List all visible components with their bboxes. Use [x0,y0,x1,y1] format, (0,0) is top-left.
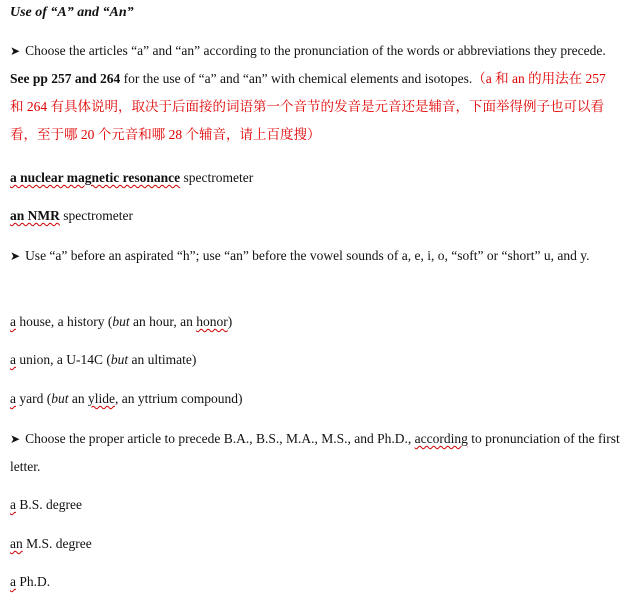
rule-degrees [10,425,622,481]
example-text: an [68,391,88,406]
rule-text-after: for the use of “a” and “an” with chemical elements and isotopes. [120,71,473,86]
rule-text: Use “a” before an aspirated “h”; use “an” before the vowel sounds of a, e, i, o, “soft” or “short” u, and y. [25,248,590,263]
spellcheck-word: honor [196,314,228,329]
example-text: union, a U-14C ( [16,352,111,367]
example-yard [10,391,242,407]
example-bs [10,497,82,513]
example-text: yard ( [16,391,52,406]
but-word: but [110,352,129,367]
example-union [10,352,196,368]
page-reference: See pp 257 and 264 [10,71,121,86]
example-text: M.S. degree [22,536,92,551]
arrowhead-bullet-icon: ➤ [10,432,21,446]
example-bold-phrase: a nuclear magnetic resonance [10,170,181,185]
example-nuclear [10,170,253,186]
rule-text: Choose the proper article to precede B.A., B.S., M.A., M.S., and Ph.D., [25,431,415,446]
example-text: house, a history ( [16,314,113,329]
rule-text: Choose the articles “a” and “an” according to the pronunciation of the words or abbreviations they precede. [25,43,606,58]
arrowhead-bullet-icon: ➤ [10,44,21,58]
example-text: ) [227,314,233,329]
article: a [10,574,16,589]
rule-aspirated-h [10,242,622,270]
example-text: an ultimate) [128,352,197,367]
article: a [10,497,16,512]
example-rest: spectrometer [180,170,254,185]
spellcheck-word: ylide [88,391,115,406]
example-text: an hour, an [129,314,197,329]
example-rest: spectrometer [59,208,133,223]
example-text: Ph.D. [16,574,51,589]
but-word: but [112,314,130,329]
article: a [10,352,16,367]
example-text: B.S. degree [16,497,82,512]
but-word: but [51,391,69,406]
spellcheck-word: according [414,431,468,446]
chinese-note: （a 和 an 的用法在 257 和 264 有具体说明，取决于后面接的词语第一个音节的发音是元音还是辅音，下面举得例子也可以看看，至于哪 20 个元音和哪 28 个辅音，请上百度搜） [10,71,606,142]
rule-choose-articles [10,37,622,149]
article: an [10,536,23,551]
example-text: , an yttrium compound) [115,391,243,406]
section-title: Use of “A” and “An” [10,5,134,20]
example-house [10,314,232,330]
example-ms [10,536,92,552]
example-nmr [10,208,133,224]
rule-text-after: to pronunciation of the first letter. [10,431,620,474]
example-phd [10,574,50,590]
article: a [10,314,16,329]
example-bold-phrase: an NMR [10,208,60,223]
article: a [10,391,16,406]
arrowhead-bullet-icon: ➤ [10,249,21,263]
